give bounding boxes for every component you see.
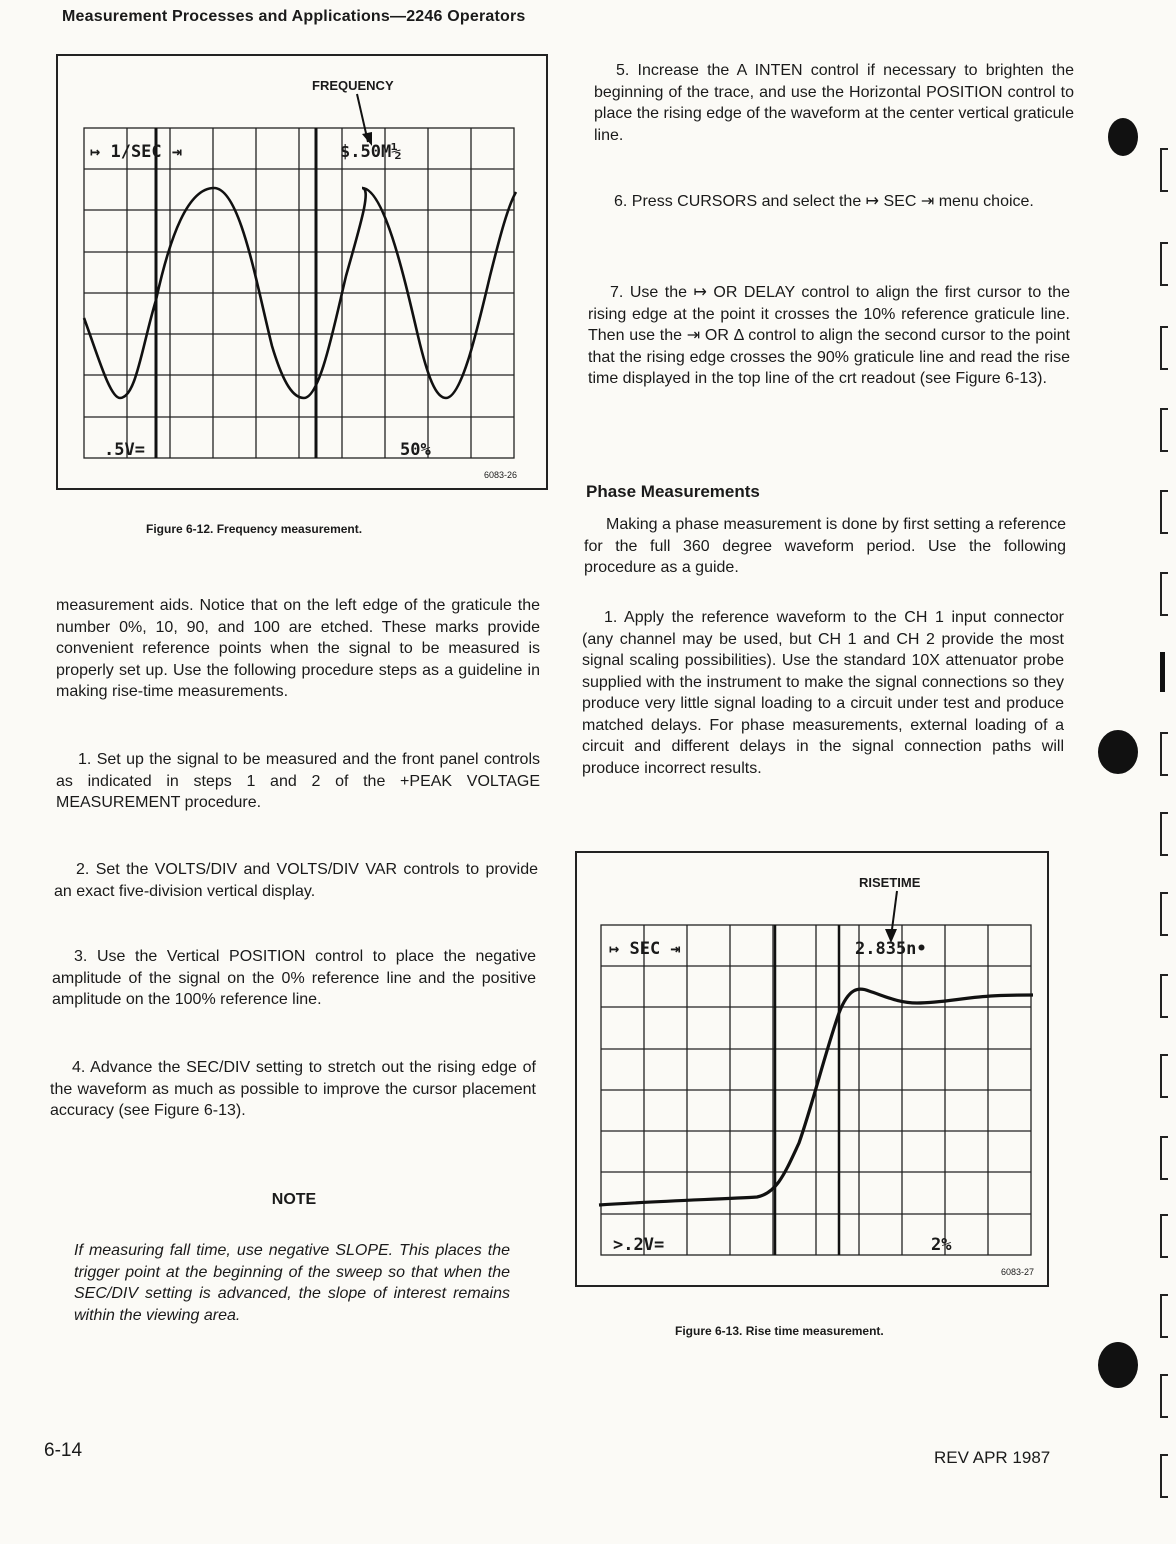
page-number: 6-14 <box>44 1440 83 1461</box>
readout-risetime-value: 2.835n• <box>855 939 927 959</box>
binder-mark <box>1160 490 1168 534</box>
binder-mark <box>1160 974 1168 1018</box>
figure-number: 6083-26 <box>484 470 518 480</box>
binder-mark <box>1160 572 1168 616</box>
binder-mark <box>1160 1294 1168 1338</box>
phase-intro: Making a phase measurement is done by first setting a reference for the full 360 degree waveform period. Use the following procedure as a guide. <box>584 516 1066 576</box>
binder-mark <box>1160 1054 1168 1098</box>
binder-mark <box>1160 242 1168 286</box>
binder-mark <box>1160 326 1168 370</box>
readout-cursor-mode: ↦ 1/SEC ⇥ <box>90 142 183 162</box>
readout-cursor-mode: ↦ SEC ⇥ <box>609 939 681 959</box>
rise-time-step-3: 3. Use the Vertical POSITION control to place the negative amplitude of the signal on the 0% reference line and the positive amplitude on the 100% reference line. <box>52 948 536 1008</box>
binder-mark <box>1160 1374 1168 1418</box>
page-header: Measurement Processes and Applications—2246 Operators <box>62 8 526 25</box>
risetime-scope-display <box>577 853 1047 1285</box>
punch-hole <box>1098 1342 1138 1388</box>
note-body: If measuring fall time, use negative SLOPE. This places the trigger point at the beginning of the sweep so that when the SEC/DIV setting is advanced, the slope of interest remains within the viewing area. <box>74 1242 510 1324</box>
readout-frequency-value: $.50M½ <box>340 142 402 162</box>
figure-6-13-caption: Figure 6-13. Rise time measurement. <box>675 1324 884 1338</box>
rise-time-step-6: 6. Press CURSORS and select the ↦ SEC ⇥ menu choice. <box>614 193 1034 210</box>
note-title: NOTE <box>271 1191 317 1208</box>
binder-mark <box>1160 1136 1168 1180</box>
figure-6-12-caption: Figure 6-12. Frequency measurement. <box>146 522 363 536</box>
frequency-scope-display <box>58 56 546 488</box>
frequency-label: FREQUENCY <box>312 78 394 93</box>
binder-mark <box>1160 1454 1168 1498</box>
rise-time-step-2: 2. Set the VOLTS/DIV and VOLTS/DIV VAR controls to provide an exact five-division vertical display. <box>54 861 538 900</box>
risetime-label: RISETIME <box>859 875 921 890</box>
readout-time-div: 50% <box>400 440 431 460</box>
phase-step-1: 1. Apply the reference waveform to the CH 1 input connector (any channel may be used, but CH 1 and CH 2 provide the most signal scaling possibilities). Use the standard 10X attenuator probe supplied with the instrument to make the signal connections so they produce very little signal loading to a circuit under test and produce matched delays. For phase measurements, external loading of a circuit and different delays in the signal connection paths will produce incorrect results. <box>582 609 1064 777</box>
rise-time-step-1: 1. Set up the signal to be measured and the front panel controls as indicated in steps 1 and 2 of the +PEAK VOLTAGE MEASUREMENT procedure. <box>56 751 540 811</box>
binder-bar <box>1160 652 1165 692</box>
rise-time-step-7: 7. Use the ↦ OR DELAY control to align the first cursor to the rising edge at the point it crosses the 10% reference graticule line. Then use the ⇥ OR Δ control to align the second cursor to the point that the rising edge crosses the 90% graticule line and read the rise time displayed in the top line of the crt readout (see Figure 6-13). <box>588 284 1070 387</box>
binder-mark <box>1160 892 1168 936</box>
rise-time-step-4: 4. Advance the SEC/DIV setting to stretch out the rising edge of the waveform as much as possible to improve the cursor placement accuracy (see Figure 6-13). <box>50 1059 536 1119</box>
readout-volts-div: >.2V= <box>613 1235 665 1255</box>
binder-mark <box>1160 408 1168 452</box>
binder-mark <box>1160 812 1168 856</box>
rise-time-step-5: 5. Increase the A INTEN control if necessary to brighten the beginning of the trace, and use the Horizontal POSITION control to place the rising edge of the waveform at the center vertical graticule line. <box>594 62 1074 144</box>
figure-number: 6083-27 <box>1001 1267 1035 1277</box>
binder-mark <box>1160 732 1168 776</box>
revision-date: REV APR 1987 <box>934 1448 1051 1467</box>
punch-hole <box>1108 118 1138 156</box>
figure-frequency <box>56 54 548 490</box>
binder-mark <box>1160 1214 1168 1258</box>
readout-volts-div: .5V= <box>104 440 145 460</box>
phase-measurements-heading: Phase Measurements <box>586 482 760 501</box>
binder-mark <box>1160 148 1168 192</box>
punch-hole <box>1098 730 1138 774</box>
figure-risetime <box>575 851 1049 1287</box>
readout-time-div: 2% <box>931 1235 952 1255</box>
rise-time-intro: measurement aids. Notice that on the left edge of the graticule the number 0%, 10, 90, and 100 are etched. These marks provide convenient reference points when the signal to be measured is properly set up. Use the following procedure steps as a guideline in making rise-time measurements. <box>56 597 540 700</box>
